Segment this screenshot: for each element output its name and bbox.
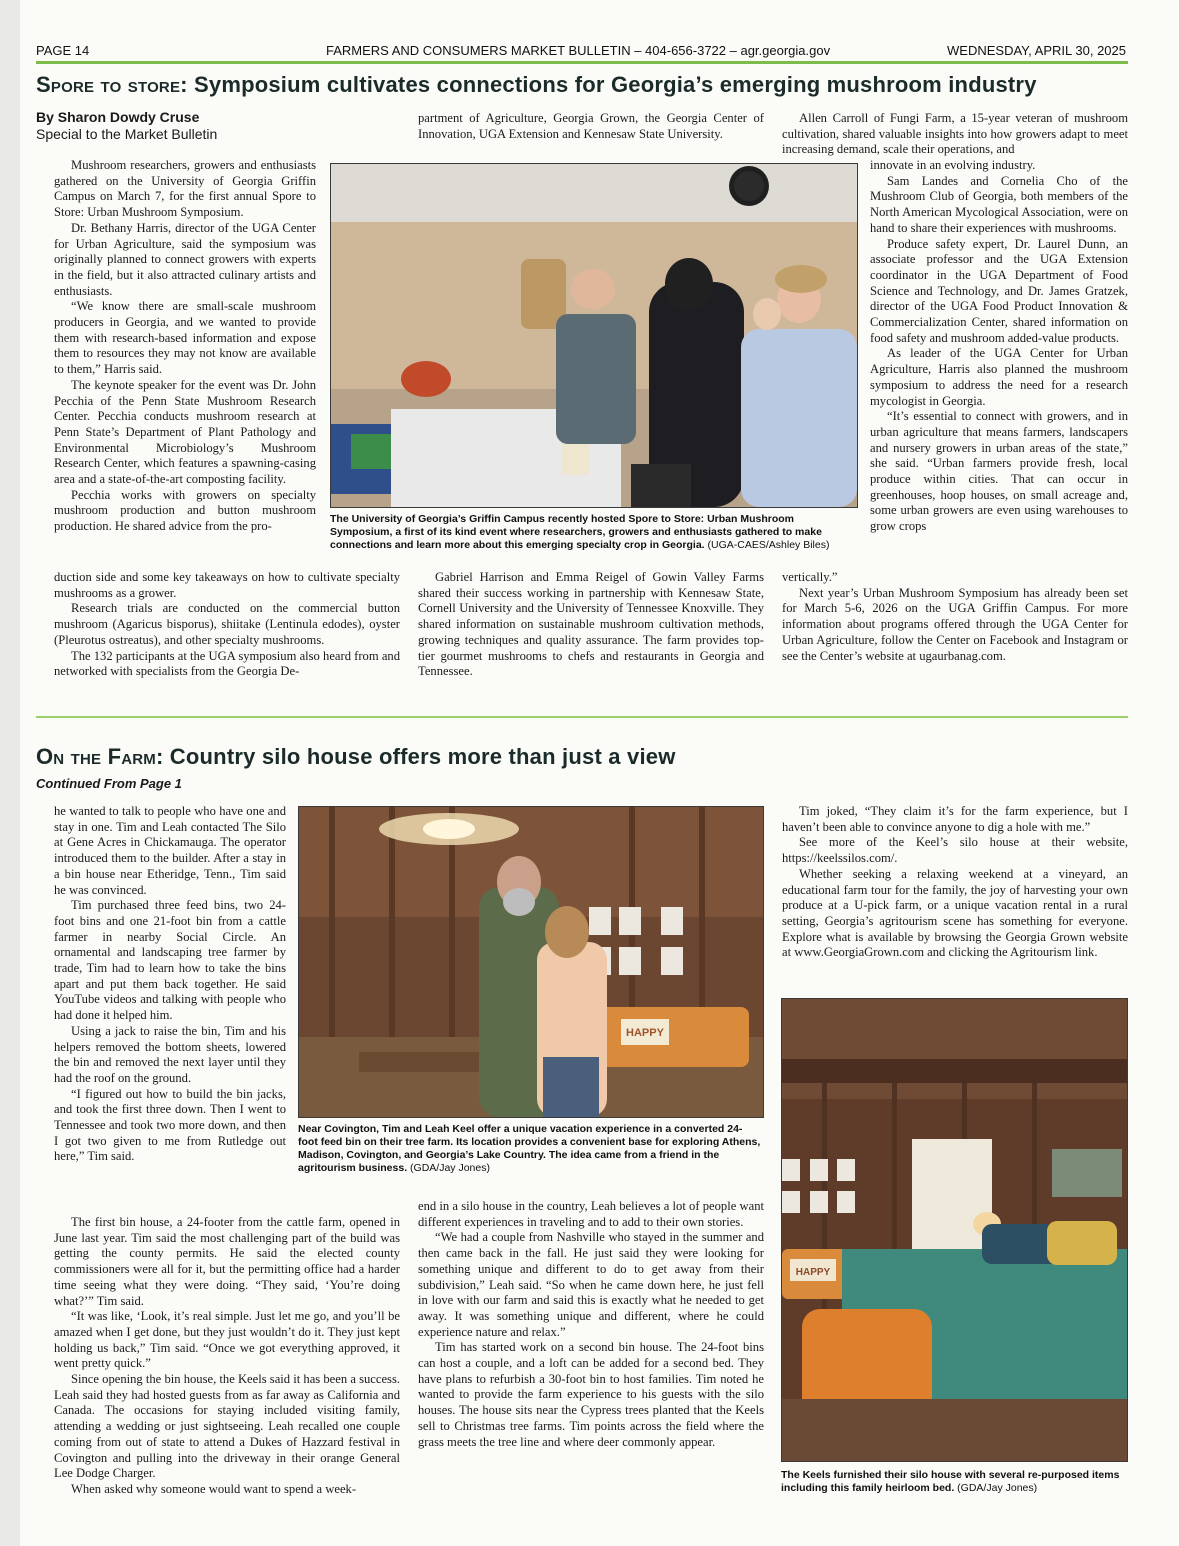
caption-text: The University of Georgia’s Griffin Campus recently hosted Spore to Store: Urban Mushroom Symposium, a first of its kind event where researchers, growers and enthusiasts gathered to make connections and learn more about this emerging specialty crop in Georgia. [330, 513, 822, 551]
paragraph: he wanted to talk to people who have one and stay in one. Tim and Leah contacted The Silo at Gene Acres in Chickamauga. The operator introduced them to the builder. After a stay in a bin house near Etheridge, Tenn., Tim said he was convinced. [54, 804, 286, 897]
caption-text: The Keels furnished their silo house with several re-purposed items including this family heirloom bed. [781, 1469, 1120, 1494]
article1-column-3-bottom [782, 570, 1128, 682]
paragraph: vertically.” [782, 570, 838, 584]
article2-column-2-bottom [418, 1199, 764, 1503]
article1-column-1 [54, 158, 316, 576]
paragraph: Next year’s Urban Mushroom Symposium has already been set for March 5-6, 2026 on the UGA Griffin Campus. For more information about programs offered through the UGA Center for Urban Agriculture, follow the Center on Facebook and Instagram or see the Center’s website at ugaurbanag.com. [782, 585, 1128, 663]
author-role: Special to the Market Bulletin [36, 126, 218, 142]
page-header [36, 38, 1126, 62]
photo-keel-couple-image [299, 807, 763, 1117]
photo-silo-bedroom-image [782, 999, 1127, 1461]
paragraph: When asked why someone would want to spend a week- [71, 1481, 357, 1496]
paragraph: “I figured out how to build the bin jacks, and took the first three down. Then I went to Tennessee and took two more down, and then I got two given to me from Rutledge out here,” Tim said. [54, 1086, 286, 1164]
headline-silo-house [36, 744, 676, 770]
article1-column-1-bottom [54, 570, 400, 682]
headline-kicker: Spore to store: [36, 72, 188, 97]
paragraph: partment of Agriculture, Georgia Grown, the Georgia Center of Innovation, UGA Extension and Kennesaw State University. [418, 111, 764, 141]
photo-credit: (UGA-CAES/Ashley Biles) [704, 539, 830, 551]
paragraph: Tim has started work on a second bin house. The 24-foot bins can host a couple, and a loft can be added for a second bed. They have plans to refurbish a 30-foot bin to host families. Tim noted he wanted to provide the farm experience to his guests with the silo houses. The house sits near the Cypress trees planted that the Keels sell to Christmas tree farms. Tim points across the field where the grass meets the tree line and where deer commonly appear. [418, 1340, 764, 1449]
headline-title: Country silo house offers more than just a view [163, 744, 676, 769]
photo-silo-bedroom-caption [781, 1469, 1126, 1495]
photo-credit: (GDA/Jay Jones) [954, 1482, 1038, 1494]
paragraph: Pecchia works with growers on specialty mushroom production and button mushroom production. He shared advice from the pro- [54, 487, 316, 534]
article2-column-1-bottom [54, 1215, 400, 1503]
article1-column-3-side [870, 158, 1128, 571]
article1-column-3-top [782, 111, 1128, 159]
paragraph: Gabriel Harrison and Emma Reigel of Gowin Valley Farms shared their success working in partnership with Kennesaw State, Cornell University and the University of Tennessee Knoxville. They shared information on sustainable mushroom cultivation methods, growing techniques and quality assurance. The farm provides top-tier gourmet mushrooms to chefs and restaurants in Georgia and Tennessee. [418, 570, 764, 679]
photo-mushroom-symposium-image [331, 164, 857, 507]
article2-column-3-top [782, 804, 1128, 984]
paragraph: See more of the Keel’s silo house at their website, https://keelssilos.com/. [782, 835, 1128, 866]
headline-mushroom [36, 72, 1037, 98]
photo-mushroom-symposium [330, 163, 858, 508]
article2-column-1 [54, 804, 286, 1218]
paragraph: Whether seeking a relaxing weekend at a vineyard, an educational farm tour for the family, the joy of harvesting your own produce at a U-pick farm, or a unique vacation rental in a rural setting, Georgia’s agritourism scene has something for everyone. Explore what is available by browsing the Georgia Grown website at www.GeorgiaGrown.com and clicking the Agritourism link. [782, 866, 1128, 960]
paragraph: innovate in an evolving industry. [870, 158, 1036, 172]
article1-column-2-bottom [418, 570, 764, 682]
paragraph: The first bin house, a 24-footer from the cattle farm, opened in June last year. Tim said the most challenging part of the build was getting the county permits. He said the elected county commissioners were all for it, but the permitting office had a harder time seeing what they were doing. “They said, ‘You’re doing what?’” Tim said. [54, 1215, 400, 1308]
paragraph: Using a jack to raise the bin, Tim and his helpers removed the bottom sheets, lowered the bin and removed the next layer until they had the roof on the ground. [54, 1023, 286, 1085]
paragraph: duction side and some key takeaways on how to cultivate specialty mushrooms as a grower. [54, 570, 400, 600]
header-rule [36, 61, 1128, 64]
paragraph: Allen Carroll of Fungi Farm, a 15-year veteran of mushroom cultivation, shared valuable insights into how growers adapt to meet increasing demand, scale their operations, and [782, 111, 1128, 157]
paragraph: “It was like, ‘Look, it’s real simple. Just let me go, and you’ll be amazed when I get done, but they just wouldn’t do it. They just kept holding us back,” Tim said. “Once we got everything approved, it went pretty quick.” [54, 1309, 400, 1371]
pillow-text: HAPPY [626, 1027, 664, 1039]
photo-silo-bedroom [781, 998, 1128, 1462]
paragraph: As leader of the UGA Center for Urban Agriculture, Harris also planned the mushroom symposium to address the need for a research mycologist in Georgia. [870, 346, 1128, 408]
issue-date: WEDNESDAY, APRIL 30, 2025 [947, 43, 1126, 58]
headline-kicker: On the Farm: [36, 744, 164, 769]
paragraph: Since opening the bin house, the Keels said it has been a success. Leah said they had hosted guests from as far away as California and Canada. The occasions for staying included visiting family, attending a wedding or just sightseeing. Leah recalled one couple coming from out of state to attend a Dukes of Hazzard festival in Covington and pulling into the driveway in their orange General Lee Dodge Charger. [54, 1372, 400, 1481]
paragraph: “We had a couple from Nashville who stayed in the summer and then came back in the fall. He just said they were looking for something unique and different to do to get away from their subdivision,” Leah said. “So when he came down here, he just fell in love with our farm and said this is exactly what he needed to get away. It was something unique and different, where he could experience nature and relax.” [418, 1230, 764, 1339]
continued-from: Continued From Page 1 [36, 776, 182, 791]
publication-line: FARMERS AND CONSUMERS MARKET BULLETIN – 404-656-3722 – agr.georgia.gov [326, 43, 831, 58]
paragraph: “It’s essential to connect with growers, and in urban agriculture that means farmers, landscapers and nursery growers in urban areas of the state,” she said. “Urban farmers provide fresh, local produce within cities. That can occur in greenhouses, hoop houses, on small acreage and, some urban growers are even using warehouses to grow crops [870, 409, 1128, 534]
photo-keel-couple [298, 806, 764, 1118]
byline [36, 109, 217, 143]
photo-credit: (GDA/Jay Jones) [407, 1162, 490, 1174]
paragraph: The 132 participants at the UGA symposium also heard from and networked with specialists from the Georgia De- [54, 648, 400, 679]
photo-mushroom-caption [330, 513, 856, 552]
paragraph: Produce safety expert, Dr. Laurel Dunn, an associate professor and the UGA Extension coordinator in the UGA Department of Food Science and Technology, and Dr. James Gratzek, director of the UGA Food Product Innovation & Commercialization Center, shared information on food safety and mushroom added-value products. [870, 236, 1128, 345]
paragraph: Mushroom researchers, growers and enthusiasts gathered on the University of Georgia Griffin Campus on March 7, for the first annual Spore to Store: Urban Mushroom Symposium. [54, 158, 316, 220]
paragraph: “We know there are small-scale mushroom producers in Georgia, and we wanted to provide them with research-based information and expose them to resources they may not know are available to them,” Harris said. [54, 299, 316, 377]
article1-column-2-top [418, 111, 764, 159]
paragraph: Tim joked, “They claim it’s for the farm experience, but I haven’t been able to convince anyone to dig a hole with me.” [782, 804, 1128, 834]
pillow-text: HAPPY [795, 1267, 831, 1278]
page-number: PAGE 14 [36, 43, 90, 58]
paragraph: Research trials are conducted on the commercial button mushroom (Agaricus bisporus), shiitake (Lentinula edodes), oyster (Pleurotus ostreatus), and other specialty mushrooms. [54, 601, 400, 647]
paragraph: Sam Landes and Cornelia Cho of the Mushroom Club of Georgia, both members of the North American Mycological Association, were on hand to share their experiences with mushrooms. [870, 173, 1128, 235]
caption-text: Near Covington, Tim and Leah Keel offer a unique vacation experience in a converted 24-foot feed bin on their tree farm. Its location provides a convenient base for exploring Athens, Madison, Covington, and Georgia’s Lake Country. The idea came from a friend in the agritourism business. [298, 1123, 761, 1174]
paragraph: Dr. Bethany Harris, director of the UGA Center for Urban Agriculture, said the symposium was originally planned to connect growers with experts in the field, but it also attracted culinary artists and enthusiasts. [54, 220, 316, 298]
photo-keel-couple-caption [298, 1123, 762, 1175]
headline-title: Symposium cultivates connections for Georgia’s emerging mushroom industry [187, 72, 1037, 97]
paragraph: Tim purchased three feed bins, two 24-foot bins and one 21-foot bin from a cattle farmer in nearby Social Circle. An ornamental and landscaping tree farmer by trade, Tim had to learn how to take the bins apart and put them back together. He said YouTube videos and talking with people who had done it helped him. [54, 898, 286, 1023]
section-divider [36, 716, 1128, 718]
paragraph: The keynote speaker for the event was Dr. John Pecchia of the Penn State Mushroom Research Center. Pecchia conducts mushroom research at Penn State’s Department of Plant Pathology and Environmental Microbiology’s Mushroom Research Center, which features a spawning-casing area and a state-of-the-art composting facility. [54, 377, 316, 487]
author-name: By Sharon Dowdy Cruse [36, 109, 200, 125]
paragraph: end in a silo house in the country, Leah believes a lot of people want different experiences in traveling and to add to their own stories. [418, 1199, 764, 1229]
